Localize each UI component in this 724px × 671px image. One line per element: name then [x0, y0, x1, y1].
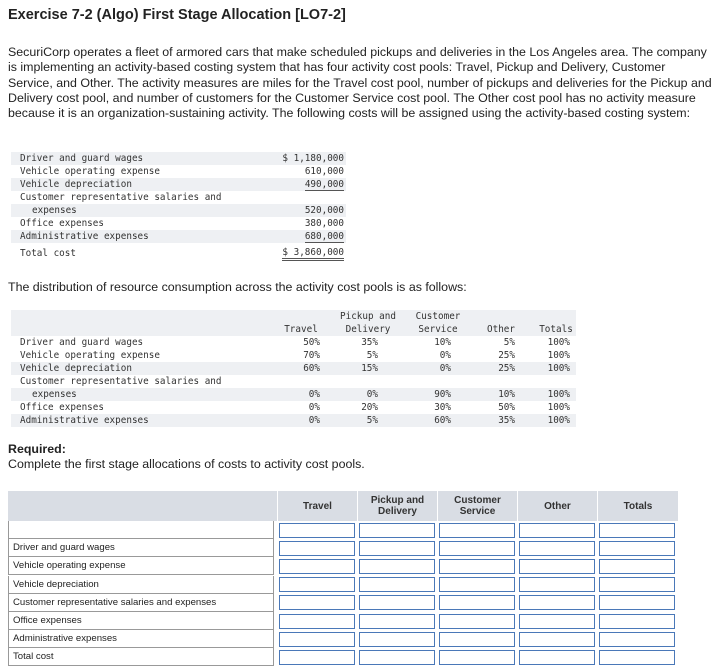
answer-input-pickup-delivery[interactable]	[359, 632, 435, 647]
answer-input-customer-service[interactable]	[439, 523, 515, 538]
dist-pickup: 15%	[361, 363, 378, 374]
dist-customer: 0%	[439, 350, 451, 361]
dist-customer: 60%	[434, 415, 451, 426]
answer-input-travel[interactable]	[279, 632, 355, 647]
answer-input-other[interactable]	[519, 523, 595, 538]
answer-input-travel[interactable]	[279, 650, 355, 665]
answer-header-travel: Travel	[278, 491, 358, 521]
dist-other: 10%	[498, 389, 515, 400]
answer-input-other[interactable]	[519, 614, 595, 629]
answer-input-customer-service[interactable]	[439, 595, 515, 610]
required-section	[8, 442, 365, 472]
answer-input-pickup-delivery[interactable]	[359, 614, 435, 629]
intro-paragraph: SecuriCorp operates a fleet of armored cars that make scheduled pickups and deliveries in the Los Angeles area. The company is implementing an activity-based costing system that has four activity cost pools: Travel, Pickup and Delivery, Customer Service, and Other. The activity measures are miles for the Travel cost pool, number of pickups and deliveries for the Pickup and Delivery cost pool, and number of customers for the Customer Service cost pool. The Other cost pool has no activity measure because it is an organization-sustaining activity. The following costs will be assigned using the activity-based costing system:	[8, 45, 712, 121]
answer-input-totals[interactable]	[599, 595, 675, 610]
answer-input-pickup-delivery[interactable]	[359, 650, 435, 665]
answer-input-customer-service[interactable]	[439, 577, 515, 592]
answer-input-customer-service[interactable]	[439, 632, 515, 647]
col-pickup: Pickup and	[340, 311, 396, 322]
answer-input-totals[interactable]	[599, 559, 675, 574]
answer-row-label: Office expenses	[8, 612, 274, 630]
answer-input-travel[interactable]	[279, 523, 355, 538]
dist-label-continued: expenses	[32, 389, 77, 400]
cost-label: Vehicle operating expense	[20, 166, 160, 177]
cost-value: $ 1,180,000	[282, 153, 344, 164]
dist-pickup: 0%	[366, 389, 378, 400]
cost-label: Customer representative salaries and	[20, 192, 222, 203]
answer-input-totals[interactable]	[599, 650, 675, 665]
dist-label: Vehicle depreciation	[20, 363, 132, 374]
cost-value: 610,000	[304, 166, 344, 177]
dist-pickup: 20%	[361, 402, 378, 413]
dist-label: Administrative expenses	[20, 415, 149, 426]
answer-input-other[interactable]	[519, 541, 595, 556]
answer-header-other: Other	[518, 491, 598, 521]
dist-pickup: 35%	[361, 337, 378, 348]
cost-value: 490,000	[304, 179, 344, 190]
answer-input-pickup-delivery[interactable]	[359, 577, 435, 592]
answer-input-totals[interactable]	[599, 523, 675, 538]
answer-input-customer-service[interactable]	[439, 559, 515, 574]
dist-total: 100%	[547, 350, 570, 361]
answer-header-customer: Customer Service	[438, 491, 518, 521]
dist-customer: 10%	[434, 337, 451, 348]
page-title: Exercise 7-2 (Algo) First Stage Allocation [LO7-2]	[8, 7, 346, 23]
cost-value: 520,000	[304, 205, 344, 216]
cost-label: Administrative expenses	[20, 231, 149, 242]
dist-total: 100%	[547, 415, 570, 426]
dist-other: 5%	[503, 337, 515, 348]
dist-label: Vehicle operating expense	[20, 350, 160, 361]
dist-travel: 60%	[303, 363, 320, 374]
dist-total: 100%	[547, 337, 570, 348]
answer-input-pickup-delivery[interactable]	[359, 559, 435, 574]
answer-input-other[interactable]	[519, 632, 595, 647]
cost-label-continued: expenses	[32, 205, 77, 216]
answer-row-label: Total cost	[8, 648, 274, 666]
row-band	[11, 388, 576, 401]
dist-other: 25%	[498, 363, 515, 374]
answer-input-customer-service[interactable]	[439, 614, 515, 629]
dist-label: Driver and guard wages	[20, 337, 144, 348]
answer-input-customer-service[interactable]	[439, 650, 515, 665]
dist-label: Customer representative salaries and	[20, 376, 222, 387]
col-travel: Travel	[284, 324, 318, 335]
distribution-intro: The distribution of resource consumption across the activity cost pools is as follows:	[8, 280, 467, 294]
dist-total: 100%	[547, 389, 570, 400]
dist-other: 35%	[498, 415, 515, 426]
answer-input-totals[interactable]	[599, 541, 675, 556]
dist-travel: 50%	[303, 337, 320, 348]
answer-row-label: Administrative expenses	[8, 630, 274, 648]
dist-customer: 0%	[439, 363, 451, 374]
cost-label: Driver and guard wages	[20, 153, 144, 164]
answer-input-other[interactable]	[519, 577, 595, 592]
total-cost-value: $ 3,860,000	[282, 247, 344, 261]
col-pickup: Delivery	[345, 324, 391, 335]
dist-pickup: 5%	[366, 350, 378, 361]
dist-pickup: 5%	[366, 415, 378, 426]
required-text: Complete the first stage allocations of costs to activity cost pools.	[8, 457, 365, 471]
answer-row-label: Vehicle operating expense	[8, 557, 274, 575]
answer-row-blank-label	[8, 521, 274, 539]
cost-label: Office expenses	[20, 218, 104, 229]
answer-row-label: Customer representative salaries and expenses	[8, 594, 274, 612]
answer-header-blank	[8, 491, 278, 521]
answer-input-pickup-delivery[interactable]	[359, 523, 435, 538]
dist-travel: 0%	[308, 402, 320, 413]
total-cost-label: Total cost	[20, 248, 76, 259]
answer-row-label: Vehicle depreciation	[8, 576, 274, 594]
answer-input-travel[interactable]	[279, 614, 355, 629]
cost-value: 380,000	[304, 218, 344, 229]
answer-header-totals: Totals	[598, 491, 678, 521]
answer-input-other[interactable]	[519, 559, 595, 574]
answer-input-customer-service[interactable]	[439, 541, 515, 556]
answer-input-other[interactable]	[519, 650, 595, 665]
dist-travel: 0%	[308, 415, 320, 426]
dist-travel: 70%	[303, 350, 320, 361]
col-customer: Service	[418, 324, 458, 335]
col-other: Other	[487, 324, 515, 335]
dist-other: 50%	[498, 402, 515, 413]
answer-header-pickup: Pickup and Delivery	[358, 491, 438, 521]
cost-label: Vehicle depreciation	[20, 179, 132, 190]
answer-input-travel[interactable]	[279, 541, 355, 556]
required-heading: Required:	[8, 442, 66, 456]
answer-input-pickup-delivery[interactable]	[359, 595, 435, 610]
dist-customer: 30%	[434, 402, 451, 413]
answer-input-travel[interactable]	[279, 577, 355, 592]
answer-input-travel[interactable]	[279, 559, 355, 574]
answer-input-travel[interactable]	[279, 595, 355, 610]
col-customer: Customer	[415, 311, 461, 322]
col-totals: Totals	[539, 324, 573, 335]
dist-travel: 0%	[308, 389, 320, 400]
cost-value: 680,000	[304, 231, 344, 242]
dist-other: 25%	[498, 350, 515, 361]
dist-total: 100%	[547, 363, 570, 374]
answer-input-totals[interactable]	[599, 632, 675, 647]
answer-row-label: Driver and guard wages	[8, 539, 274, 557]
answer-input-pickup-delivery[interactable]	[359, 541, 435, 556]
answer-input-other[interactable]	[519, 595, 595, 610]
dist-customer: 90%	[434, 389, 451, 400]
answer-input-totals[interactable]	[599, 614, 675, 629]
dist-label: Office expenses	[20, 402, 104, 413]
answer-input-totals[interactable]	[599, 577, 675, 592]
dist-total: 100%	[547, 402, 570, 413]
